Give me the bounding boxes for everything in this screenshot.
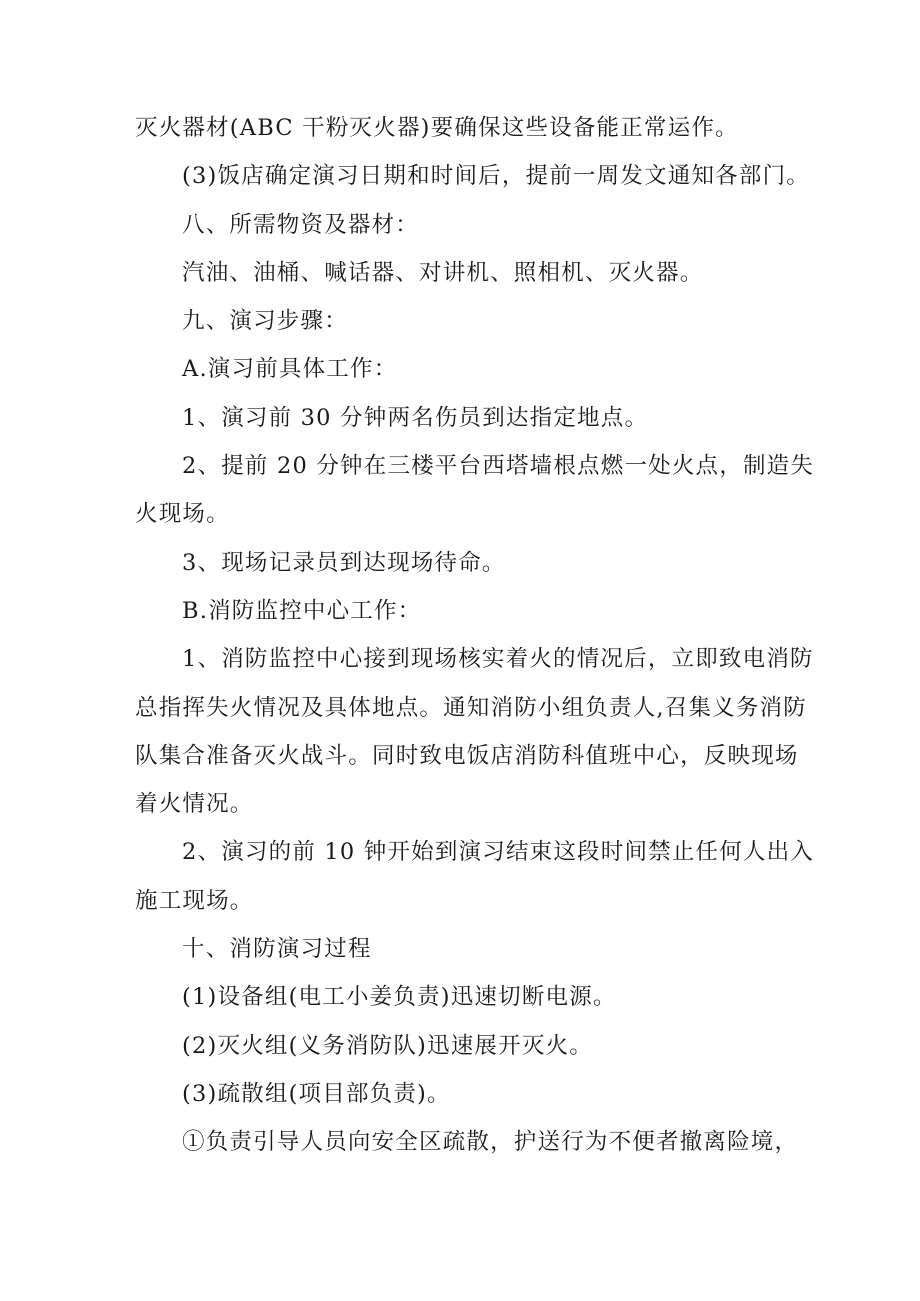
document-body: [135, 104, 815, 1167]
subsection-heading: A.演习前具体工作：: [182, 356, 398, 383]
section-heading: 九、演习步骤：: [182, 308, 348, 335]
text-line: (1)设备组(电工小姜负责)迅速切断电源。: [182, 984, 617, 1011]
text-line: 施工现场。: [135, 887, 254, 914]
text-line: ①负责引导人员向安全区疏散，护送行为不便者撤离险境，: [182, 1129, 799, 1156]
text-line: 着火情况。: [135, 791, 254, 818]
text-line: (3)疏散组(项目部负责)。: [182, 1080, 451, 1107]
text-line: 2、演习的前 10 钟开始到演习结束这段时间禁止任何人出入: [182, 839, 815, 866]
text-line: (3)饭店确定演习日期和时间后，提前一周发文通知各部门。: [182, 163, 810, 190]
subsection-heading: B.消防监控中心工作：: [182, 597, 422, 624]
text-line: 总指挥失火情况及具体地点。通知消防小组负责人,召集义务消防: [135, 694, 807, 721]
text-line: 火现场。: [135, 501, 230, 528]
text-line: 1、演习前 30 分钟两名伤员到达指定地点。: [182, 404, 649, 431]
text-line: 3、现场记录员到达现场待命。: [182, 549, 506, 576]
text-line: 1、消防监控中心接到现场核实着火的情况后，立即致电消防: [182, 646, 814, 673]
text-line: (2)灭火组(义务消防队)迅速展开灭火。: [182, 1032, 593, 1059]
text-line: 2、提前 20 分钟在三楼平台西塔墙根点燃一处火点，制造失: [182, 453, 815, 480]
text-line: 灭火器材(ABC 干粉灭火器)要确保这些设备能正常运作。: [135, 115, 739, 141]
section-heading: 十、消防演习过程: [182, 936, 372, 963]
section-heading: 八、所需物资及器材：: [182, 211, 420, 238]
text-line: 队集合准备灭火战斗。同时致电饭店消防科值班中心，反映现场: [135, 742, 799, 769]
text-line: 汽油、油桶、喊话器、对讲机、照相机、灭火器。: [182, 259, 704, 286]
